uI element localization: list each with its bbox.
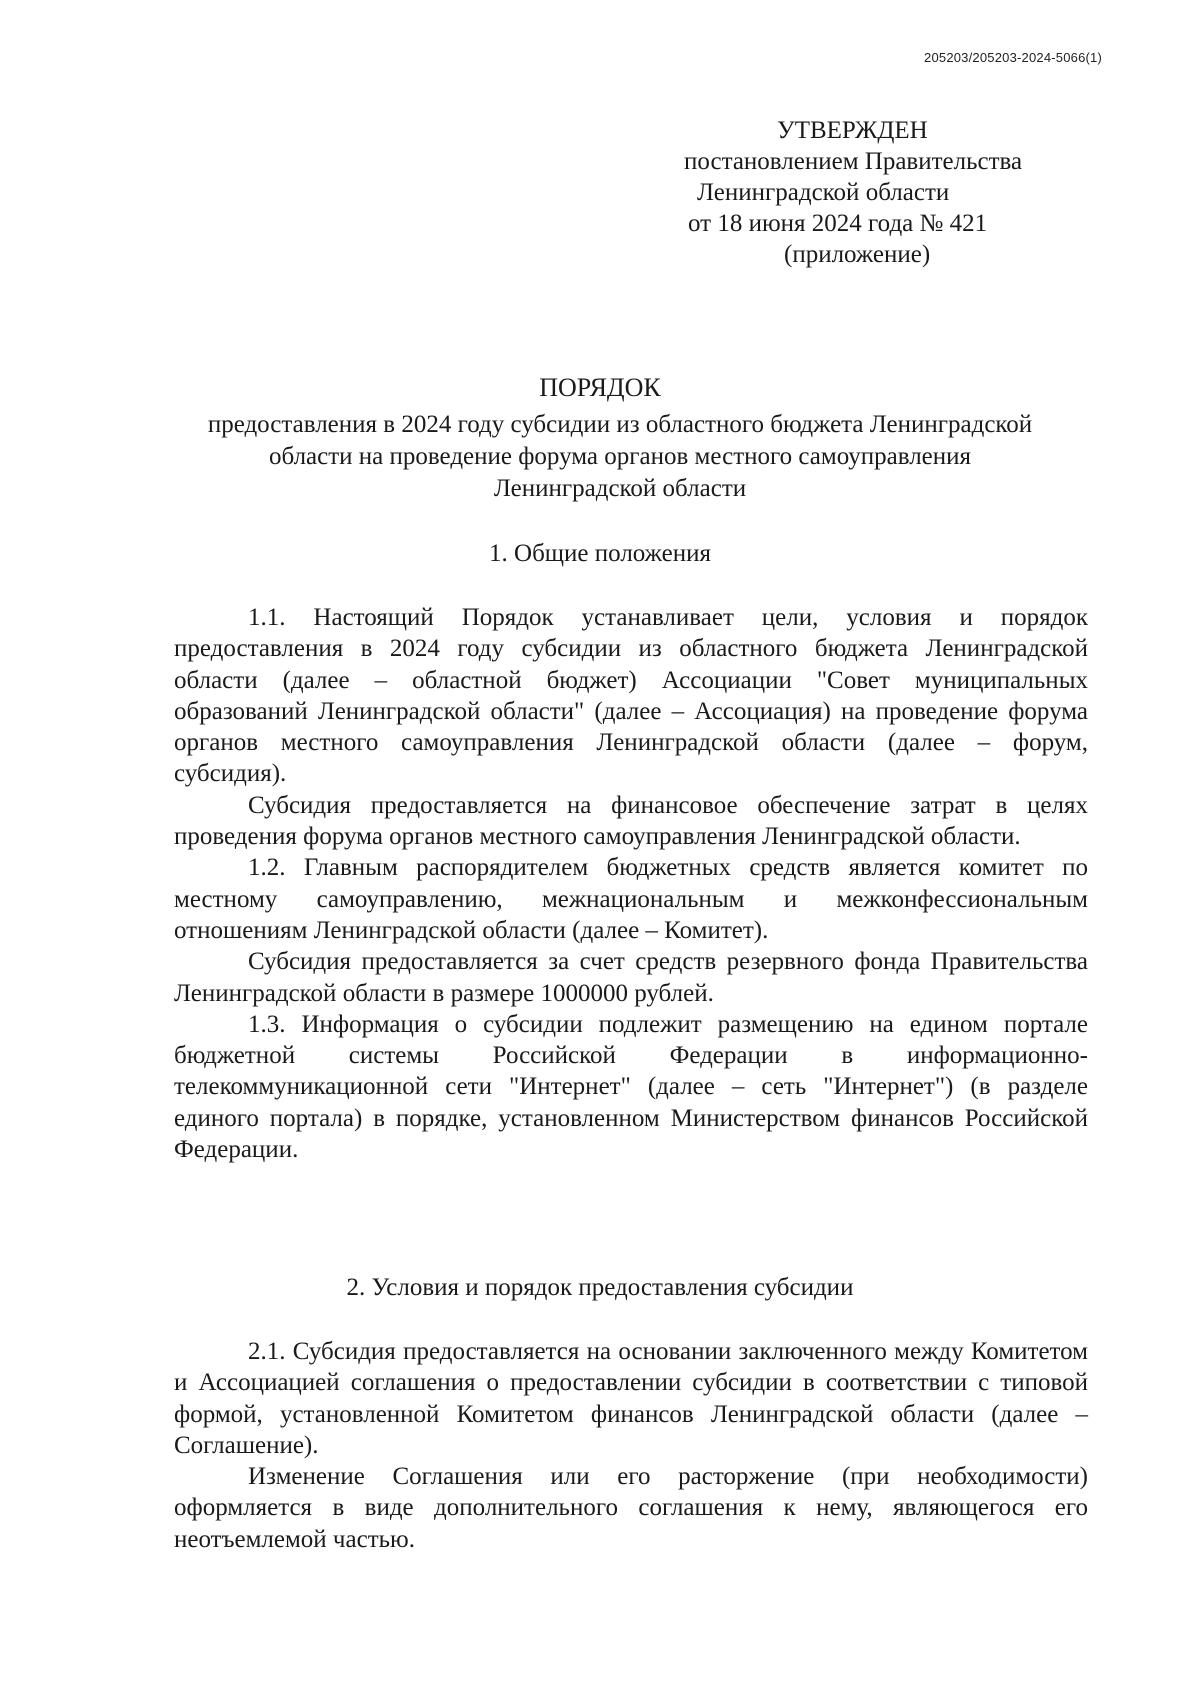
paragraph-1-3: 1.3. Информация о субсидии подлежит размещению на едином портале бюджетной системы Российской Федерации в информационно-телекоммуникационной сети "Интернет" (далее – сеть "Интернет") (в разделе единого портала) в порядке, установленном Министерством финансов Российской Федерации.: [174, 1010, 1088, 1164]
document-subtitle: предоставления в 2024 году субсидии из областного бюджета Ленинградской области на проведение форума органов местного самоуправления Ленинградской области: [207, 411, 1033, 502]
approval-region: Ленинградской области: [697, 179, 950, 206]
approval-by-resolution: постановлением Правительства: [684, 148, 1023, 175]
approval-date-number: от 18 июня 2024 года № 421: [688, 210, 988, 237]
paragraph-2-1: 2.1. Субсидия предоставляется на основании заключенного между Комитетом и Ассоциацией соглашения о предоставлении субсидии в соответствии с типовой формой, установленной Комитетом финансов Ленинградской области (далее – Соглашение).: [174, 1338, 1088, 1459]
section-general-body: [174, 602, 1088, 1165]
document-id: 205203/205203-2024-5066(1): [924, 50, 1102, 65]
paragraph-1-2: 1.2. Главным распорядителем бюджетных средств является комитет по местному самоуправлению, межнациональным и межконфессиональным отношениям Ленинградской области (далее – Комитет).: [174, 854, 1088, 944]
approval-appendix-note: (приложение): [784, 241, 931, 268]
section-heading-conditions: 2. Условия и порядок предоставления субсидии: [346, 1274, 854, 1301]
paragraph-agreement-change: Изменение Соглашения или его расторжение (при необходимости) оформляется в виде дополнительного соглашения к нему, являющегося его неотъемлемой частью.: [174, 1463, 1088, 1553]
section-conditions-body: [174, 1336, 1088, 1555]
paragraph-1-1: 1.1. Настоящий Порядок устанавливает цели, условия и порядок предоставления в 2024 году субсидии из областного бюджета Ленинградской области (далее – областной бюджет) Ассоциации "Совет муниципальных образований Ленинградской области" (далее – Ассоциация) на проведение форума органов местного самоуправления Ленинградской области (далее – форум, субсидия).: [174, 604, 1088, 788]
document-title: ПОРЯДОК: [539, 373, 661, 402]
approval-heading: УТВЕРЖДЕН: [777, 117, 928, 144]
paragraph-subsidy-source: Субсидия предоставляется за счет средств резервного фонда Правительства Ленинградской области в размере 1000000 рублей.: [174, 948, 1088, 1007]
approval-stamp: [684, 115, 1104, 270]
section-heading-general: 1. Общие положения: [489, 540, 711, 567]
paragraph-subsidy-purpose: Субсидия предоставляется на финансовое обеспечение затрат в целях проведения форума органов местного самоуправления Ленинградской области.: [174, 791, 1088, 851]
